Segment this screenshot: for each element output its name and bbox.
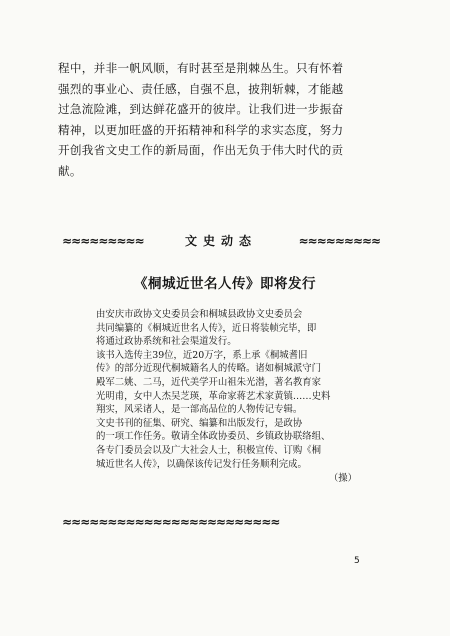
section-header-band — [62, 232, 380, 249]
article-body — [96, 308, 371, 486]
paragraph-line: 开创我省文史工作的新局面，作出无负于伟大时代的贡 — [58, 143, 344, 157]
page-number: 5 — [354, 556, 360, 566]
article-line: 城近世名人传》，以确保该传记发行任务顺利完成。 — [96, 458, 307, 470]
wave-divider: ≈≈≈≈≈≈≈≈≈≈≈≈≈≈≈≈≈≈≈≈≈≈≈≈ — [62, 515, 280, 529]
bottom-wave-divider — [62, 515, 380, 529]
article-line: 传》的部分近现代桐城籍名人的传略。诸如桐城派守门 — [96, 363, 322, 375]
article-line: 共同编纂的《桐城近世名人传》，近日将装帧完毕，即 — [96, 322, 317, 334]
article-line: 光明甫，女中人杰吴芝瑛，革命家蒋艺术家黄镇……史料 — [96, 390, 331, 402]
article-line: 殿军二姚、二马，近代美学开山祖朱光潜，著名教育家 — [96, 376, 322, 388]
article-line: 该书入选传主39位，近20万字，系上承《桐城耆旧 — [96, 349, 308, 361]
wave-divider-right: ≈≈≈≈≈≈≈≈≈ — [298, 233, 380, 248]
article-line: 各专门委员会以及广大社会人士，积极宣传、订购《桐 — [96, 444, 322, 456]
paragraph-line: 精神，以更加旺盛的开拓精神和科学的求实态度，努力 — [58, 122, 344, 137]
article-title: 《桐城近世名人传》即将发行 — [134, 276, 316, 292]
author-signature: （操） — [328, 473, 357, 485]
article-line: 文史书刊的征集、研究、编纂和出版发行，是政协 — [96, 417, 303, 429]
paragraph-line: 献。 — [58, 163, 82, 178]
paragraph-line: 程中，并非一帆风顺，有时甚至是荆棘丛生。只有怀着 — [58, 61, 344, 75]
wave-divider-left: ≈≈≈≈≈≈≈≈≈ — [62, 233, 144, 248]
paragraph-line: 过急流险滩，到达鲜花盛开的彼岸。让我们进一步振奋 — [58, 102, 344, 116]
section-label: 文史动态 — [184, 234, 257, 248]
article-line: 由安庆市政协文史委员会和桐城县政协文史委员会 — [96, 309, 303, 320]
article-line: 将通过政协系统和社会渠道发行。 — [96, 336, 237, 348]
paragraph-line: 强烈的事业心、责任感，自强不息，披荆斩棘，才能越 — [58, 81, 344, 96]
article-line: 的一项工作任务。敬请全体政协委员、乡镇政协联络组、 — [96, 431, 331, 443]
continuation-paragraph — [58, 58, 380, 181]
article-line: 翔实，风采诸人，是一部高品位的人物传记专辑。 — [96, 404, 303, 416]
